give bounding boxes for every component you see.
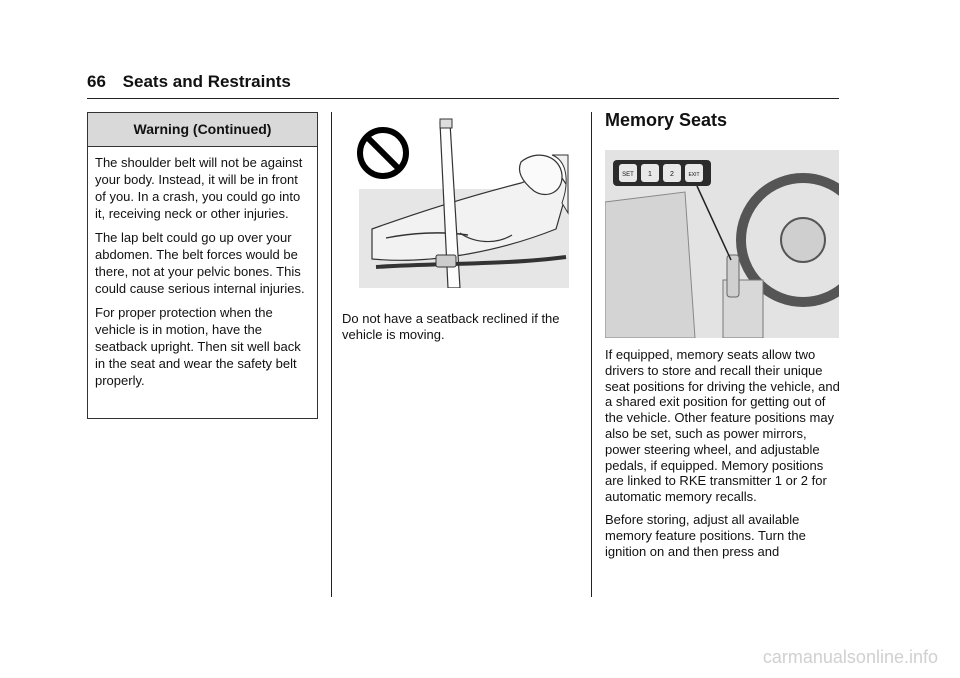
exit-button-label: EXIT bbox=[688, 172, 700, 178]
warning-paragraph: For proper protection when the vehicle is in motion, have the seatback upright. Then sit well back in the seat and wear the safety belt properly. bbox=[95, 305, 301, 388]
set-button-label: SET bbox=[622, 172, 634, 178]
figure-caption: Do not have a seatback reclined if the vehicle is moving. bbox=[342, 311, 560, 342]
section-title-header: Seats and Restraints bbox=[122, 72, 291, 91]
memory-2-label: 2 bbox=[670, 171, 674, 178]
memory-seats-title: Memory Seats bbox=[605, 110, 728, 130]
column-divider-left bbox=[331, 112, 332, 597]
memory-paragraph: Before storing, adjust all available memory feature positions. Turn the ignition on and then press and bbox=[605, 511, 806, 559]
column-divider-right bbox=[591, 112, 592, 597]
belt-anchor bbox=[440, 119, 452, 128]
warning-paragraph: The shoulder belt will not be against your body. Instead, it will be in front of you. In a crash, you could go into it, receiving neck or other injuries. bbox=[95, 155, 303, 221]
prohibition-icon bbox=[360, 130, 406, 176]
memory-seat-controls-illustration bbox=[605, 150, 839, 338]
belt-buckle bbox=[436, 255, 456, 267]
door-trim bbox=[605, 192, 695, 338]
switch-cluster bbox=[727, 255, 739, 297]
memory-button-panel bbox=[613, 160, 711, 186]
watermark: carmanualsonline.info bbox=[762, 647, 938, 667]
warning-paragraph: The lap belt could go up over your abdomen. The belt forces would be there, not at your pelvic bones. This could cause serious internal injuries. bbox=[95, 230, 305, 296]
memory-paragraph: If equipped, memory seats allow two drivers to store and recall their unique seat positions for driving the vehicle, and a shared exit position for getting out of the vehicle. Other feature positions may also be set, such as power mirrors, power steering wheel, and adjustable pedals, if equipped. Memory positions are linked to RKE transmitter 1 or 2 for automatic memory recalls. bbox=[605, 347, 840, 505]
warning-body bbox=[88, 147, 317, 389]
reclined-seat-illustration bbox=[356, 117, 569, 288]
memory-seats-body bbox=[605, 347, 843, 566]
warning-box bbox=[87, 112, 318, 419]
page-number: 66 bbox=[87, 72, 106, 91]
header-rule bbox=[87, 98, 839, 99]
memory-1-label: 1 bbox=[648, 171, 652, 178]
page-header bbox=[87, 72, 291, 92]
warning-title: Warning (Continued) bbox=[88, 113, 317, 147]
